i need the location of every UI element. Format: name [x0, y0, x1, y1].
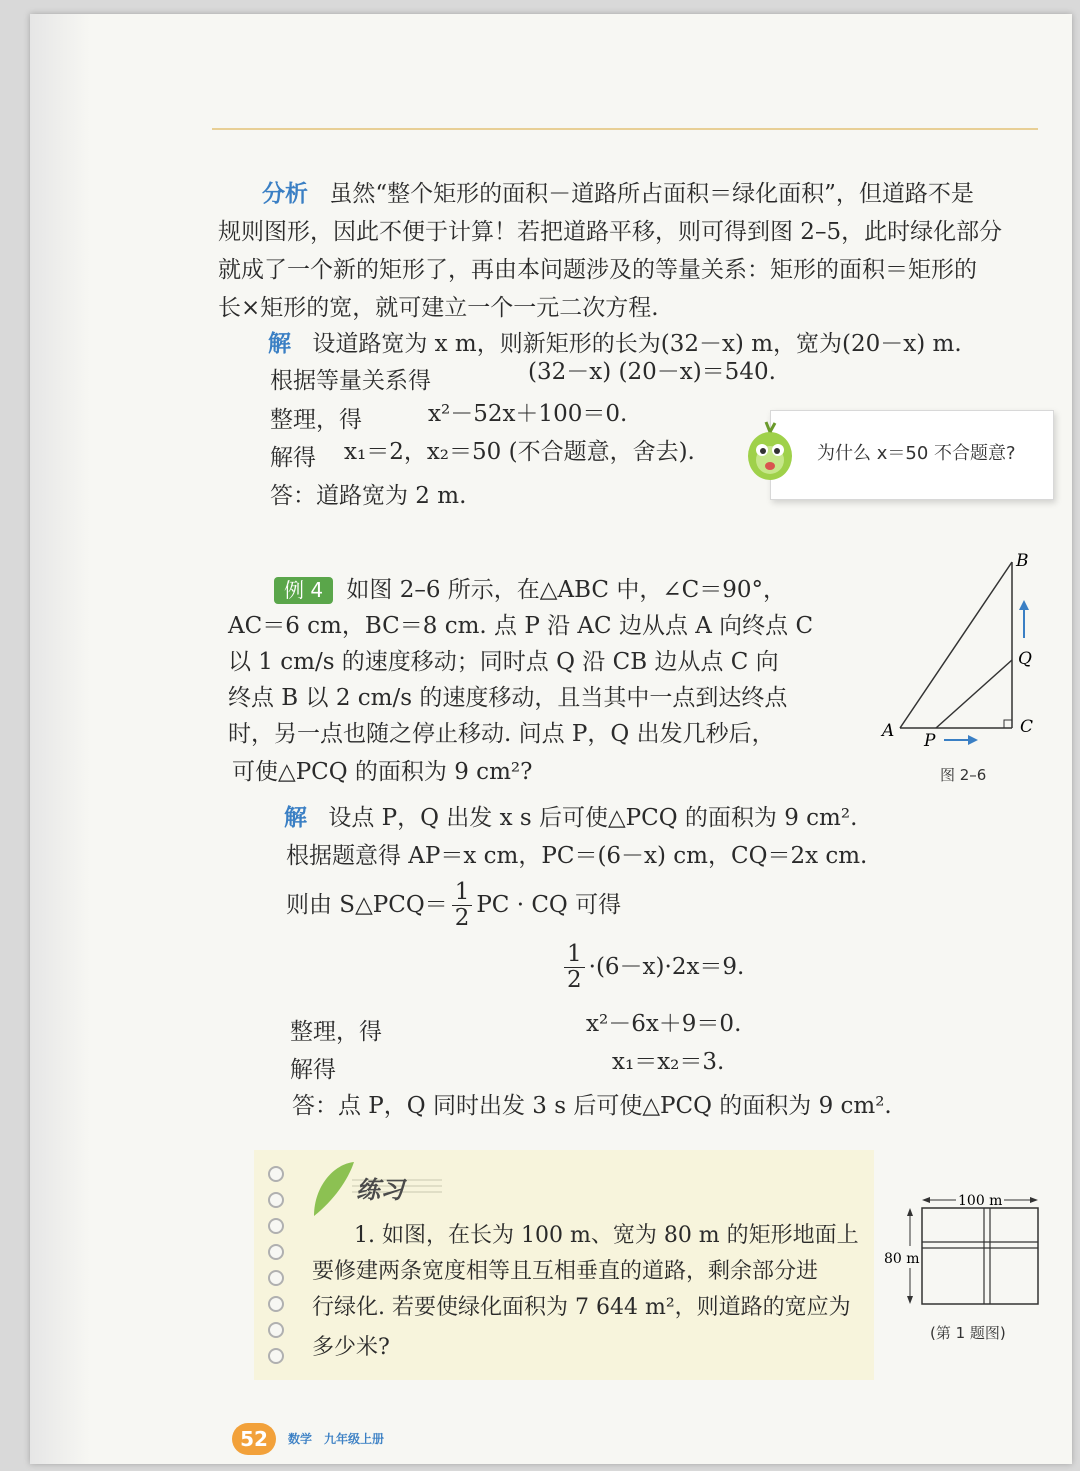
- analysis-label: 分析: [262, 181, 308, 207]
- figure26-caption: 图 2–6: [940, 766, 987, 784]
- ring: [268, 1192, 284, 1208]
- solution2-line-3-tail: PC · CQ 可得: [476, 891, 622, 918]
- example4-line-6: 可使△PCQ 的面积为 9 cm²?: [232, 759, 533, 785]
- practice-title: 练习: [356, 1176, 404, 1204]
- solution2-line-3-lead: 则由 S△PCQ＝: [286, 891, 448, 918]
- side-ab: [900, 562, 1012, 728]
- example4-text-1: 如图 2–6 所示，在△ABC 中，∠C＝90°，: [346, 577, 786, 603]
- label-a: A: [882, 721, 895, 741]
- practice-line-4: 多少米?: [312, 1335, 390, 1360]
- footer-book-title: 数学 九年级上册: [288, 1432, 385, 1446]
- solution1-line-1: [268, 330, 962, 359]
- ring: [268, 1348, 284, 1364]
- practice-line-2: 要修建两条宽度相等且互相垂直的道路，剩余部分进: [312, 1259, 819, 1284]
- fraction-half-2: [564, 942, 585, 994]
- analysis-line-2: 规则图形，因此不便于计算！若把道路平移，则可得到图 2–5，此时绿化部分: [218, 219, 1003, 245]
- thinking-callout: [770, 410, 1054, 500]
- dim-arrow-down: [907, 1296, 913, 1304]
- solution2-line-2: 根据题意得 AP＝x cm，PC＝(6－x) cm，CQ＝2x cm.: [286, 843, 868, 869]
- analysis-text-1: 虽然“整个矩形的面积－道路所占面积＝绿化面积”，但道路不是: [329, 181, 974, 207]
- solution1-line-2-lead: 根据等量关系得: [270, 368, 431, 394]
- example4-line-4: 终点 B 以 2 cm/s 的速度移动，且当其中一点到达终点: [228, 685, 788, 711]
- callout-text: 为什么 x＝50 不合题意?: [817, 443, 1016, 464]
- fraction-denominator-2: 2: [567, 967, 582, 994]
- analysis-line-4: 长×矩形的宽，就可建立一个一元二次方程.: [218, 295, 659, 321]
- fraction-denominator: 2: [454, 905, 470, 932]
- page-spine-shadow: [30, 14, 90, 1464]
- analysis-line-1: [262, 180, 974, 209]
- solution1-line-2-eq: (32－x) (20－x)＝540.: [528, 359, 776, 385]
- solution2-line-1: [284, 804, 857, 833]
- solution2-label: 解: [284, 805, 307, 831]
- label-c: C: [1020, 717, 1034, 737]
- ring: [268, 1166, 284, 1182]
- field-rectangle: [922, 1208, 1038, 1304]
- ring: [268, 1322, 284, 1338]
- width-label: 100 m: [958, 1193, 1003, 1209]
- label-b: B: [1016, 551, 1029, 571]
- solution1-line-3-eq: x²－52x＋100＝0.: [428, 401, 628, 427]
- solution1-line-5: 答：道路宽为 2 m.: [270, 483, 467, 509]
- practice-line-1: 1. 如图，在长为 100 m、宽为 80 m 的矩形地面上: [354, 1223, 859, 1248]
- practice-line-3: 行绿化. 若要使绿化面积为 7 644 m²，则道路的宽应为: [312, 1295, 851, 1320]
- dim-arrow-up: [907, 1208, 913, 1216]
- mascot-icon: [742, 420, 798, 484]
- fraction-numerator: 1: [452, 880, 473, 906]
- solution2-line-6-eq: x₁＝x₂＝3.: [612, 1049, 725, 1075]
- example4-line-5: 时，另一点也随之停止移动. 问点 P，Q 出发几秒后，: [228, 721, 775, 747]
- example4-line-2: AC＝6 cm，BC＝8 cm. 点 P 沿 AC 边从点 A 向终点 C: [228, 613, 814, 639]
- dim-arrow-left: [922, 1197, 930, 1203]
- solution1-label: 解: [268, 331, 291, 357]
- solution1-text-1: 设道路宽为 x m，则新矩形的长为(32－x) m，宽为(20－x) m.: [312, 331, 962, 357]
- segment-pq: [936, 660, 1012, 728]
- fraction-half: [452, 880, 473, 932]
- solution2-line-4: [560, 942, 744, 994]
- height-label: 80 m: [884, 1251, 920, 1267]
- solution1-line-3-lead: 整理，得: [270, 407, 362, 433]
- analysis-line-3: 就成了一个新的矩形了，再由本问题涉及的等量关系：矩形的面积＝矩形的: [218, 257, 977, 283]
- triangle-figure: [878, 548, 1038, 758]
- page-number-badge: 52: [232, 1423, 276, 1455]
- solution2-line-6-lead: 解得: [290, 1057, 336, 1083]
- solution2-line-5-eq: x²－6x＋9＝0.: [586, 1011, 742, 1037]
- ring: [268, 1270, 284, 1286]
- solution1-line-4-lead: 解得: [270, 445, 316, 471]
- label-q: Q: [1018, 649, 1032, 669]
- label-p: P: [924, 731, 936, 751]
- ring: [268, 1218, 284, 1234]
- solution2-text-1: 设点 P，Q 出发 x s 后可使△PCQ 的面积为 9 cm².: [328, 805, 858, 831]
- example4-badge: 例 4: [274, 577, 333, 604]
- ring: [268, 1296, 284, 1312]
- solution2-line-4-tail: ·(6－x)·2x＝9.: [588, 953, 745, 980]
- rectangle-roads-figure: [880, 1186, 1050, 1316]
- solution2-line-3: [286, 880, 621, 932]
- example4-line-1: [274, 576, 786, 605]
- dim-arrow-right: [1030, 1197, 1038, 1203]
- ring: [268, 1244, 284, 1260]
- solution2-line-5-lead: 整理，得: [290, 1019, 382, 1045]
- figure-ex1-caption: (第 1 题图): [930, 1324, 1006, 1342]
- example4-line-3: 以 1 cm/s 的速度移动；同时点 Q 沿 CB 边从点 C 向: [228, 649, 779, 675]
- top-rule: [212, 128, 1038, 130]
- q-arrow-head: [1019, 600, 1029, 610]
- p-arrow-head: [968, 735, 978, 745]
- fraction-numerator-2: 1: [564, 942, 585, 968]
- right-angle-mark: [1004, 720, 1012, 728]
- solution1-line-4-eq: x₁＝2，x₂＝50 (不合题意，舍去).: [344, 439, 695, 465]
- solution2-line-7: 答：点 P，Q 同时出发 3 s 后可使△PCQ 的面积为 9 cm².: [292, 1093, 892, 1119]
